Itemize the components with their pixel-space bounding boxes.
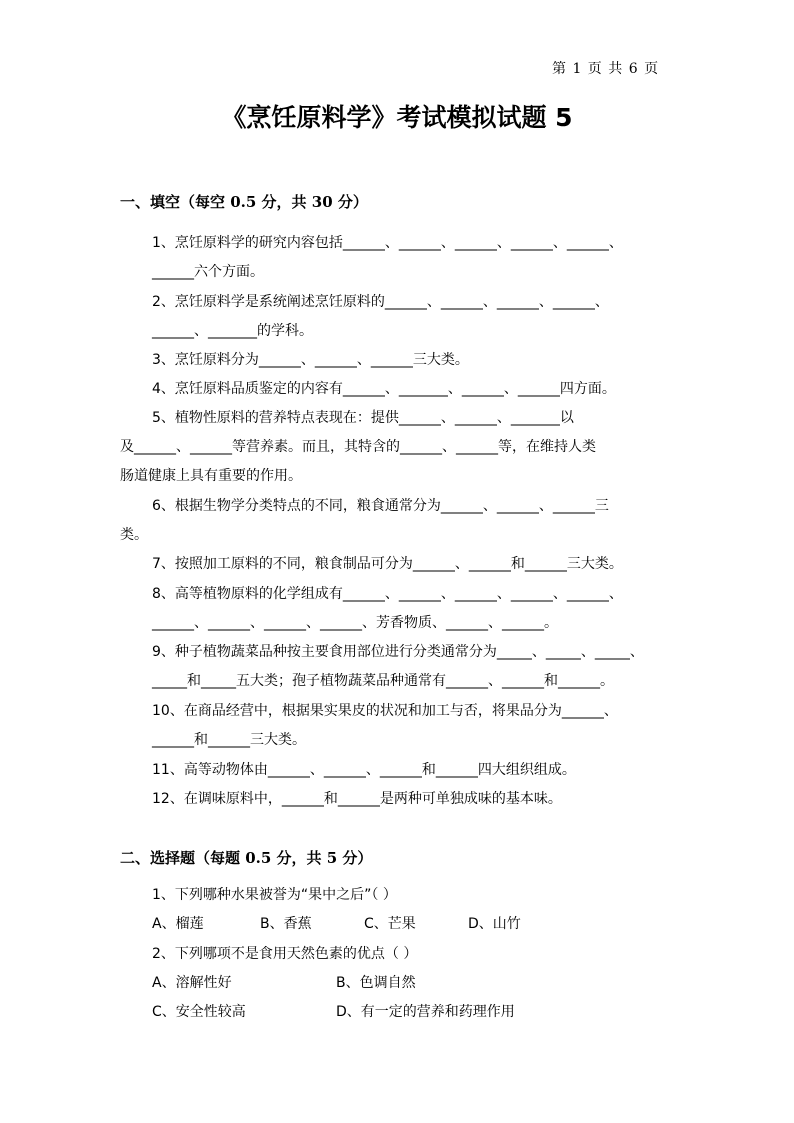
q1-option-c: C、芒果	[364, 916, 416, 932]
fill-line-6: 4、烹饪原料品质鉴定的内容有______、_______、______、______四方面。	[152, 381, 616, 397]
fill-line-18: ______和______三大类。	[152, 732, 306, 748]
q2-option-d: D、有一定的营养和药理作用	[336, 1004, 515, 1020]
fill-line-12: 7、按照加工原料的不同，粮食制品可分为______、______和______三大类。	[152, 556, 623, 572]
fill-line-20: 12、在调味原料中，______和______是两种可单独成味的基本味。	[152, 791, 562, 807]
q1-option-a: A、榴莲	[152, 916, 204, 932]
fill-line-10: 6、根据生物学分类特点的不同，粮食通常分为______、______、______三	[152, 498, 609, 514]
q2-option-c: C、安全性较高	[152, 1004, 246, 1020]
fill-line-9: 肠道健康上具有重要的作用。	[120, 468, 302, 484]
fill-line-19: 11、高等动物体由______、______、______和______四大组织组成。	[152, 762, 576, 778]
fill-line-14: ______、______、______、______、芳香物质、______、______。	[152, 615, 558, 631]
fill-line-8: 及______、______等营养素。而且，其特含的______、______等，在维持人类	[120, 439, 596, 455]
fill-line-5: 3、烹饪原料分为______、______、______三大类。	[152, 352, 469, 368]
fill-line-3: 2、烹饪原料学是系统阐述烹饪原料的______、______、______、______、	[152, 294, 609, 310]
q1-option-b: B、香蕉	[260, 916, 312, 932]
fill-line-15: 9、种子植物蔬菜品种按主要食用部位进行分类通常分为_____、_____、_____、	[152, 644, 644, 660]
q2-option-a: A、溶解性好	[152, 975, 232, 991]
fill-line-11: 类。	[120, 527, 148, 543]
fill-line-1: 1、烹饪原料学的研究内容包括______、______、______、______、______、	[152, 235, 623, 251]
fill-line-7: 5、植物性原料的营养特点表现在：提供______、______、_______以	[152, 410, 574, 426]
fill-line-17: 10、在商品经营中，根据果实果皮的状况和加工与否，将果品分为______、	[152, 703, 618, 719]
fill-line-4: ______、_______的学科。	[152, 323, 313, 339]
fill-line-2: ______六个方面。	[152, 264, 264, 280]
section-2-heading: 二、选择题（每题 0.5 分，共 5 分）	[120, 849, 373, 867]
q2-option-b: B、色调自然	[336, 975, 416, 991]
fill-line-16: _____和_____五大类；孢子植物蔬菜品种通常有______、______和______。	[152, 673, 614, 689]
q2-stem: 2、下列哪项不是食用天然色素的优点（ ）	[152, 946, 418, 962]
section-1-heading: 一、填空（每空 0.5 分，共 30 分）	[120, 193, 368, 211]
q1-stem: 1、下列哪种水果被誉为“果中之后”（ ）	[152, 887, 397, 903]
fill-line-13: 8、高等植物原料的化学组成有______、______、______、______、______、	[152, 586, 623, 602]
q1-option-d: D、山竹	[468, 916, 521, 932]
page-number: 第 1 页 共 6 页	[552, 61, 660, 77]
exam-title: 《烹饪原料学》考试模拟试题 5	[221, 103, 573, 132]
